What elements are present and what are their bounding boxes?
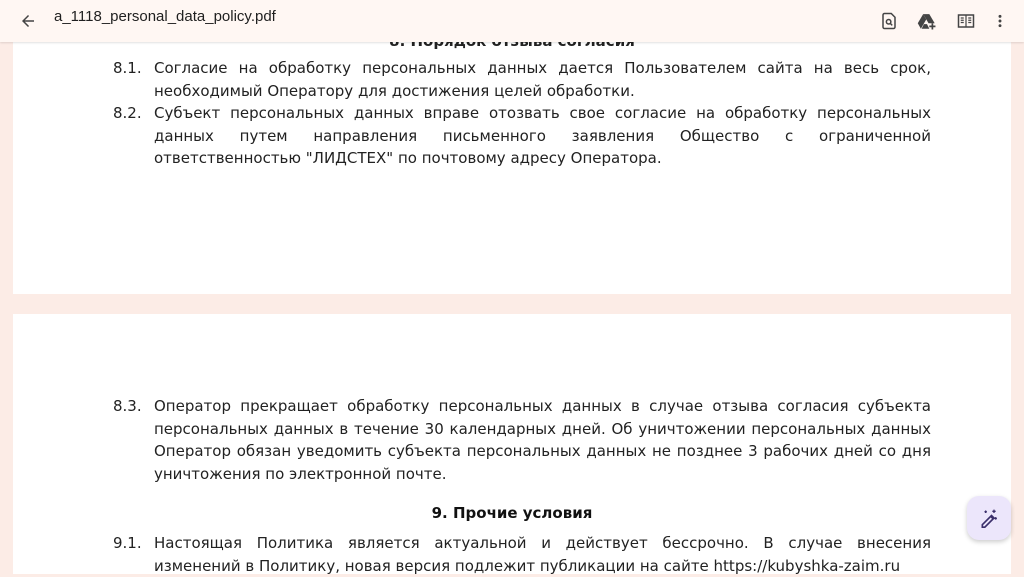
file-name: a_1118_personal_data_policy.pdf <box>54 8 276 25</box>
item-text: Субъект персональных данных вправе отозвать свое согласие на обработку персональных данных путем направления письменного заявления Общество с ограниченной ответственностью "ЛИДСТЕХ" по почтовому адресу Оператора. <box>154 104 931 167</box>
list-item <box>113 395 931 485</box>
list-item <box>113 57 931 102</box>
add-to-drive-icon[interactable] <box>911 5 943 37</box>
top-toolbar <box>0 0 1024 42</box>
pdf-page-1 <box>13 0 1011 294</box>
pdf-page-2 <box>13 314 1011 574</box>
reader-view-icon[interactable] <box>950 5 982 37</box>
item-text: Оператор прекращает обработку персональных данных в случае отзыва согласия субъекта персональных данных в течение 30 календарных дней. Об уничтожении персональных данных Оператор обязан уведомить субъекта персональных данных не позднее 3 рабочих дней со дня уничтожения по электронной почте. <box>154 397 931 483</box>
item-number: 8.1. <box>113 59 142 77</box>
edit-sparkle-icon <box>979 508 999 528</box>
item-text: Настоящая Политика является актуальной и действует бессрочно. В случае внесения изменений в Политику, новая версия подлежит публикации на сайте https://kubyshka-zaim.ru <box>154 534 931 575</box>
more-vert-icon[interactable] <box>984 5 1016 37</box>
item-number: 9.1. <box>113 534 142 552</box>
item-number: 8.2. <box>113 104 142 122</box>
list-item <box>113 102 931 170</box>
back-arrow-icon[interactable] <box>12 5 44 37</box>
section-heading-9: 9. Прочие условия <box>431 504 593 522</box>
edit-fab-button[interactable] <box>967 496 1011 540</box>
search-document-icon[interactable] <box>873 5 905 37</box>
item-text: Согласие на обработку персональных данных дается Пользователем сайта на весь срок, необходимый Оператору для достижения целей обработки. <box>154 59 931 100</box>
item-number: 8.3. <box>113 397 142 415</box>
list-item <box>113 532 931 577</box>
